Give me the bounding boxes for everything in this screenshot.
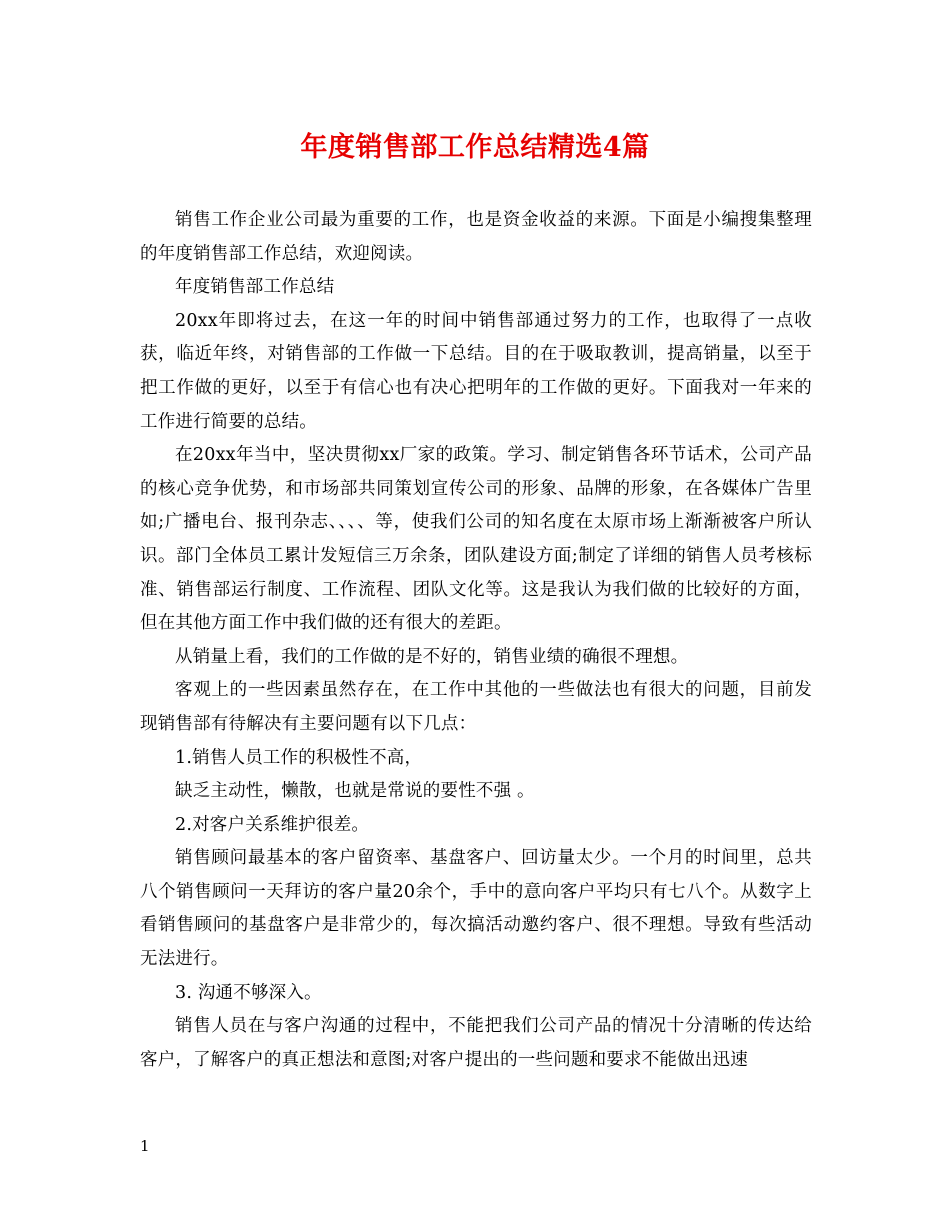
page-number: 1 — [140, 1137, 150, 1155]
document-title: 年度销售部工作总结精选4篇 — [300, 132, 650, 163]
document-body — [140, 204, 812, 1077]
paragraph-heading: 年度销售部工作总结 — [175, 277, 335, 298]
list-item: 3. 沟通不够深入。 — [175, 982, 322, 1003]
paragraph: 从销量上看，我们的工作做的是不好的，销售业绩的确很不理想。 — [175, 646, 689, 667]
paragraph: 缺乏主动性，懒散，也就是常说的要性不强 。 — [175, 781, 535, 802]
list-item: 1.销售人员工作的积极性不高， — [175, 747, 423, 768]
paragraph: 20xx年即将过去，在这一年的时间中销售部通过努力的工作，也取得了一点收获，临近年终，对销售部的工作做一下总结。目的在于吸取教训，提高销量，以至于把工作做的更好，以至于有信心也有决心把明年的工作做的更好。下面我对一年来的工作进行简要的总结。 — [140, 310, 812, 432]
paragraph: 销售人员在与客户沟通的过程中，不能把我们公司产品的情况十分清晰的传达给客户，了解客户的真正想法和意图;对客户提出的一些问题和要求不能做出迅速 — [140, 1016, 812, 1070]
list-item: 2.对客户关系维护很差。 — [175, 814, 370, 835]
paragraph: 在20xx年当中，坚决贯彻xx厂家的政策。学习、制定销售各环节话术，公司产品的核心竞争优势，和市场部共同策划宣传公司的形象、品牌的形象，在各媒体广告里如;广播电台、报刊杂志、、、、等，使我们公司的知名度在太原市场上渐渐被客户所认识。部门全体员工累计发短信三万余条，团队建设方面;制定了详细的销售人员考核标准、销售部运行制度、工作流程、团队文化等。这是我认为我们做的比较好的方面，但在其他方面工作中我们做的还有很大的差距。 — [140, 445, 812, 634]
paragraph: 客观上的一些因素虽然存在，在工作中其他的一些做法也有很大的问题，目前发现销售部有待解决有主要问题有以下几点： — [140, 680, 812, 734]
paragraph-intro: 销售工作企业公司最为重要的工作，也是资金收益的来源。下面是小编搜集整理的年度销售部工作总结，欢迎阅读。 — [140, 210, 812, 264]
paragraph: 销售顾问最基本的客户留资率、基盘客户、回访量太少。一个月的时间里，总共八个销售顾问一天拜访的客户量20余个，手中的意向客户平均只有七八个。从数字上看销售顾问的基盘客户是非常少的，每次搞活动邀约客户、很不理想。导致有些活动无法进行。 — [140, 848, 812, 970]
